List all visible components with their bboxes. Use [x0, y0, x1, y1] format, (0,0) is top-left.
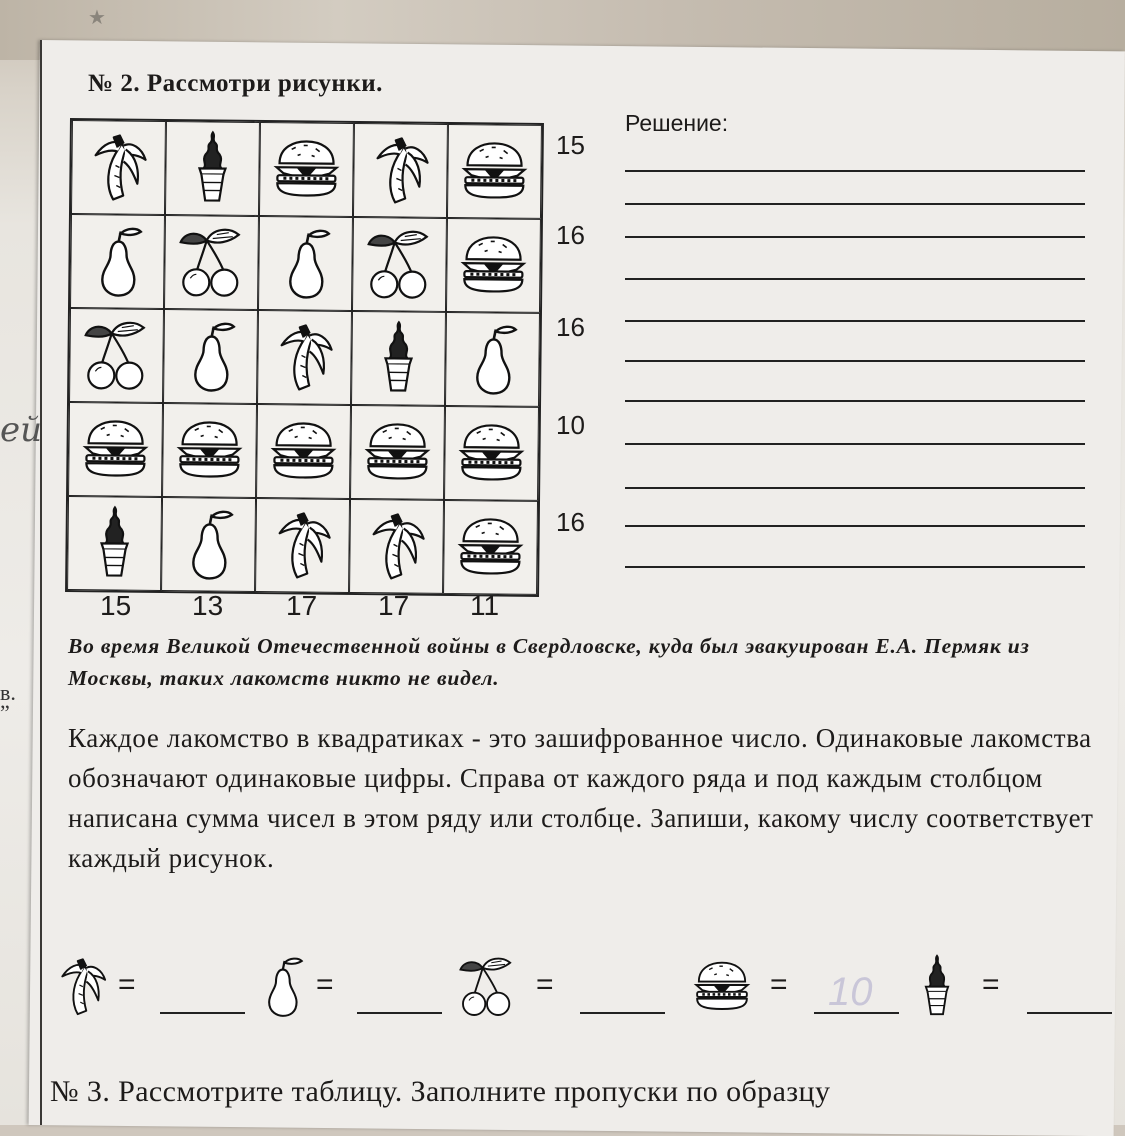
grid-cell — [71, 120, 166, 215]
icecream-icon — [907, 950, 967, 1025]
burger-icon — [692, 950, 752, 1025]
answer-line[interactable] — [625, 320, 1085, 322]
equals-sign: = — [982, 968, 1000, 1001]
grid-cell — [257, 310, 352, 405]
grid-cell — [258, 216, 353, 311]
grid-cell — [351, 311, 446, 406]
grid-cell — [162, 403, 257, 498]
burger-icon — [271, 127, 342, 213]
pear-icon — [175, 314, 246, 400]
grid-cell — [446, 218, 541, 313]
grid-cell — [68, 402, 163, 497]
burger-icon — [458, 223, 529, 309]
grid-cell — [164, 215, 259, 310]
grid-cell — [163, 309, 258, 404]
margin-mark: в. — [0, 680, 16, 705]
answer-line[interactable] — [625, 203, 1085, 205]
icecream-icon — [363, 316, 434, 402]
banana-icon — [269, 315, 340, 401]
row-sum: 15 — [556, 130, 585, 160]
grid-cell — [350, 405, 445, 500]
answer-blank[interactable] — [160, 1012, 245, 1014]
pear-icon — [252, 950, 312, 1025]
answer-blank[interactable] — [1027, 1012, 1112, 1014]
cherry-icon — [457, 950, 517, 1025]
answer-blank[interactable] — [357, 1012, 442, 1014]
banana-icon — [52, 950, 112, 1025]
row-sum: 16 — [556, 312, 585, 342]
pear-icon — [82, 219, 153, 305]
margin-mark: ” — [0, 700, 10, 725]
grid-cell — [256, 404, 351, 499]
row-sum: 16 — [556, 507, 585, 537]
handwritten-answer: 10 — [828, 970, 873, 1014]
banana-icon — [267, 503, 338, 589]
star-decoration: ★ — [88, 7, 106, 29]
exercise-2-title: № 2. Рассмотри рисунки. — [88, 70, 383, 97]
solution-label: Решение: — [625, 110, 729, 136]
grid-cell — [165, 121, 260, 216]
column-sum: 17 — [286, 590, 318, 621]
cherry-icon — [81, 313, 152, 399]
answer-line[interactable] — [625, 360, 1085, 362]
answer-line[interactable] — [625, 278, 1085, 280]
grid-cell — [353, 123, 448, 218]
answer-line[interactable] — [625, 400, 1085, 402]
answer-line[interactable] — [625, 487, 1085, 489]
margin-scribble: ей — [0, 410, 43, 450]
pear-icon — [270, 221, 341, 307]
grid-cell — [352, 217, 447, 312]
answer-legend — [52, 950, 1122, 1030]
burger-icon — [362, 410, 433, 496]
banana-icon — [83, 125, 154, 211]
burger-icon — [268, 409, 339, 495]
answer-line[interactable] — [625, 236, 1085, 238]
grid-cell — [255, 498, 350, 593]
exercise-3-title: № 3. Рассмотрите таблицу. Заполните пропуски по образцу — [50, 1075, 831, 1108]
icecream-icon — [79, 501, 150, 587]
page-margin-line — [40, 40, 42, 1125]
grid-cell — [259, 122, 354, 217]
banana-icon — [361, 504, 432, 590]
answer-line[interactable] — [625, 443, 1085, 445]
column-sum: 15 — [100, 590, 132, 621]
row-sum: 16 — [556, 220, 585, 250]
answer-blank[interactable] — [580, 1012, 665, 1014]
equals-sign: = — [770, 968, 788, 1001]
burger-icon — [455, 505, 526, 591]
grid-cell — [349, 499, 444, 594]
grid-cell — [444, 406, 539, 501]
icecream-icon — [177, 126, 248, 212]
historical-note: Во время Великой Отечественной войны в Свердловске, куда был эвакуирован Е.А. Пермяк из Москвы, таких лакомств никто не видел. — [68, 634, 1030, 690]
grid-cell — [445, 312, 540, 407]
answer-line[interactable] — [625, 525, 1085, 527]
banana-icon — [365, 128, 436, 214]
burger-icon — [459, 129, 530, 215]
equals-sign: = — [316, 968, 334, 1001]
column-sum: 13 — [192, 590, 224, 621]
grid-cell — [447, 124, 542, 219]
cherry-icon — [176, 220, 247, 306]
equals-sign: = — [536, 968, 554, 1001]
column-sum: 17 — [378, 590, 410, 621]
answer-line[interactable] — [625, 566, 1085, 568]
equals-sign: = — [118, 968, 136, 1001]
pear-icon — [457, 317, 528, 403]
column-sum: 11 — [470, 590, 500, 621]
answer-line[interactable] — [625, 170, 1085, 172]
cherry-icon — [364, 222, 435, 308]
grid-cell — [161, 497, 256, 592]
grid-cell — [70, 214, 165, 309]
task-text: Каждое лакомство в квадратиках - это зашифрованное число. Одинаковые лакомства обозначают одинаковые цифры. Справа от каждого ряда и под каждым столбцом написана сумма чисел в этом ряду или столбце. Запиши, какому числу соответствует каждый рисунок. — [68, 723, 1094, 873]
burger-icon — [456, 411, 527, 497]
treats-grid — [65, 118, 544, 597]
burger-icon — [174, 408, 245, 494]
pear-icon — [173, 502, 244, 588]
row-sum: 10 — [556, 410, 585, 440]
burger-icon — [80, 407, 151, 493]
grid-cell — [69, 308, 164, 403]
grid-cell — [67, 496, 162, 591]
grid-cell — [443, 500, 538, 595]
